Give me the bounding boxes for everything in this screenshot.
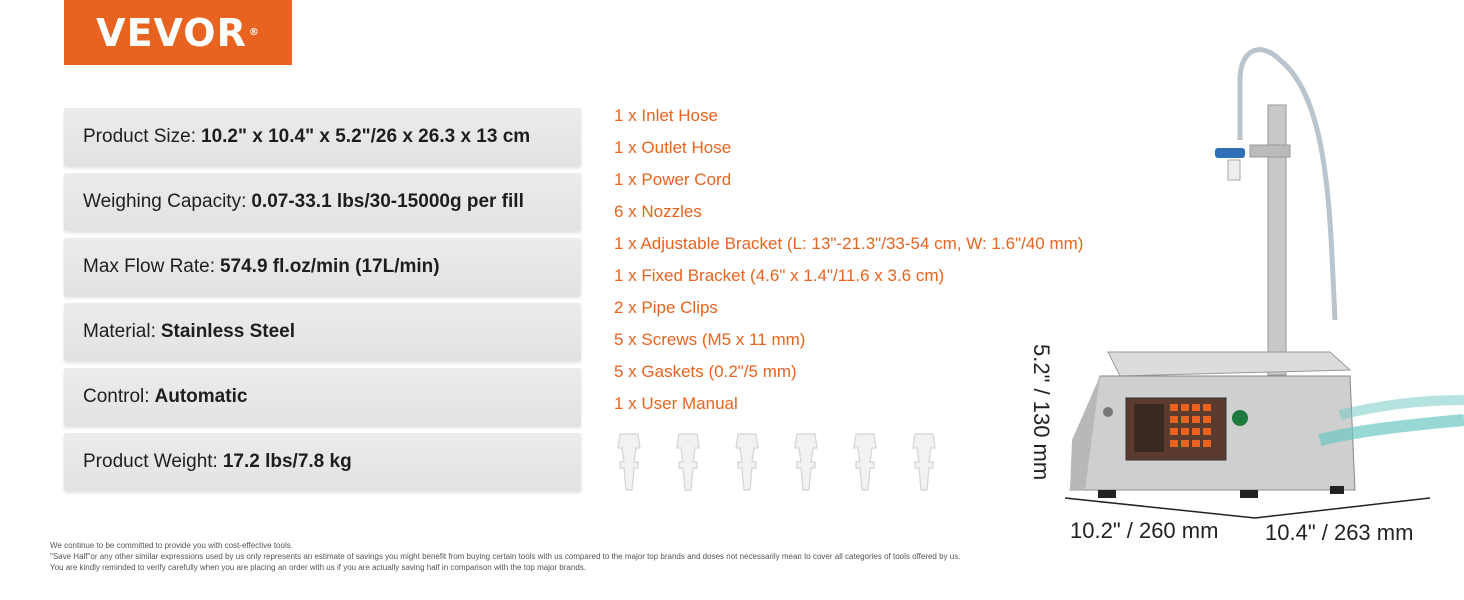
- spec-value: Stainless Steel: [160, 321, 295, 342]
- nozzle-icon: [612, 432, 646, 494]
- nozzle-icon: [848, 432, 882, 494]
- spec-value: 574.9 fl.oz/min (17L/min): [219, 256, 440, 277]
- spec-value: 10.2" x 10.4" x 5.2"/26 x 26.3 x 13 cm: [201, 126, 531, 147]
- dimension-height: 5.2" / 130 mm: [1029, 344, 1054, 481]
- package-item: 1 x User Manual: [614, 394, 738, 413]
- spec-label: Product Weight:: [83, 451, 218, 472]
- spec-label: Control:: [83, 386, 150, 407]
- disclaimer-line: You are kindly reminded to verify carefully when you are placing an order with us if you are actually saving half in comparison with the top major brands.: [50, 563, 586, 572]
- spec-row-flow-rate: [64, 238, 581, 296]
- nozzle-icon: [907, 432, 941, 494]
- package-item: 1 x Inlet Hose: [614, 106, 718, 125]
- spec-label: Max Flow Rate:: [83, 256, 215, 277]
- package-contents: [614, 100, 1083, 420]
- spec-row-size: [64, 108, 581, 166]
- brand-reg-mark: ®: [248, 27, 260, 38]
- package-item: 1 x Power Cord: [614, 170, 732, 189]
- package-item: 1 x Fixed Bracket (4.6" x 1.4"/11.6 x 3.6 cm): [614, 266, 945, 285]
- disclaimer-line: We continue to be committed to provide you with cost-effective tools.: [50, 541, 293, 550]
- spec-row-capacity: [64, 173, 581, 231]
- spec-value: 0.07-33.1 lbs/30-15000g per fill: [251, 191, 524, 212]
- package-item: 5 x Screws (M5 x 11 mm): [614, 330, 806, 349]
- spec-value: 17.2 lbs/7.8 kg: [222, 451, 352, 472]
- dimension-width: 10.2" / 260 mm: [1070, 518, 1219, 543]
- spec-row-material: [64, 303, 581, 361]
- disclaimer: [50, 540, 960, 573]
- nozzle-icon: [671, 432, 705, 494]
- disclaimer-line: "Save Half"or any other similar expressions used by us only represents an estimate of savings you might benefit from buying certain tools with us compared to the major top brands and doses not necessarily mean to cover all categories of tools offered by us.: [50, 552, 961, 561]
- brand-name: VEVOR: [96, 10, 247, 55]
- spec-label: Material:: [83, 321, 156, 342]
- package-item: 1 x Adjustable Bracket (L: 13"-21.3"/33-54 cm, W: 1.6"/40 mm): [614, 234, 1084, 253]
- brand-logo: [64, 0, 292, 65]
- spec-value: Automatic: [154, 386, 248, 407]
- spec-label: Product Size:: [83, 126, 196, 147]
- spec-row-control: [64, 368, 581, 426]
- nozzle-icon: [789, 432, 823, 494]
- nozzle-icon: [730, 432, 764, 494]
- nozzle-images: [612, 432, 941, 494]
- dimension-depth: 10.4" / 263 mm: [1265, 520, 1414, 545]
- spec-label: Weighing Capacity:: [83, 191, 247, 212]
- spec-row-weight: [64, 433, 581, 491]
- package-item: 2 x Pipe Clips: [614, 298, 718, 317]
- package-item: 1 x Outlet Hose: [614, 138, 732, 157]
- spec-list: [64, 108, 581, 498]
- filling-machine-image: [1030, 20, 1464, 525]
- package-item: 5 x Gaskets (0.2"/5 mm): [614, 362, 797, 381]
- package-item: 6 x Nozzles: [614, 202, 702, 221]
